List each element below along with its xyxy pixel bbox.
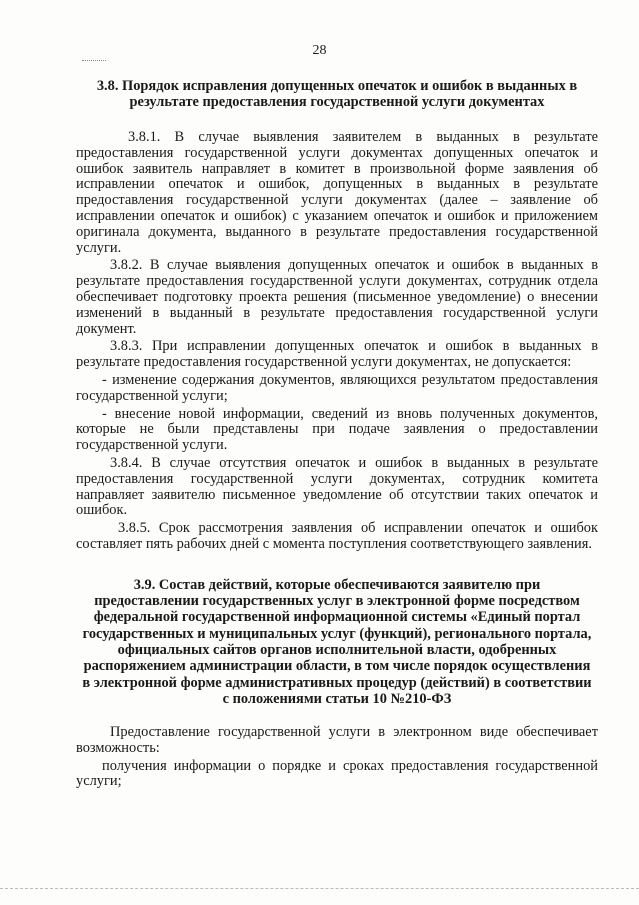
paragraph-3-8-5: 3.8.5. Срок рассмотрения заявления об исправлении опечаток и ошибок составляет пять рабочих дней с момента поступления соответствующего заявления. — [76, 520, 598, 552]
paragraph-3-9-intro: Предоставление государственной услуги в электронном виде обеспечивает возможность: — [76, 724, 598, 756]
list-item-information: получения информации о порядке и сроках предоставления государственной услуги; — [76, 757, 598, 790]
list-item-content-change: - изменение содержания документов, являющихся результатом предоставления государственной услуги; — [76, 371, 598, 404]
scan-mark — [82, 60, 106, 65]
paragraph-3-8-4: 3.8.4. В случае отсутствия опечаток и ошибок в выданных в результате предоставления государственной услуги документах, сотрудник комитета направляет заявителю письменное уведомление об отсутствии таких опечаток и ошибок. — [76, 454, 598, 519]
section-3-9-heading: 3.9. Состав действий, которые обеспечиваются заявителю при предоставлении государственных услуг в электронной форме посредством федеральной государственной информационной системы «Единый портал государственных и муниципальных услуг (функций), регионального портала, официальных сайтов органов исполнительной власти, одобренных распоряжением администрации области, в том числе порядок осуществления в электронной форме административных процедур (действий) в соответствии с положениями статьи 10 №210-ФЗ — [82, 576, 592, 707]
page-number: 28 — [312, 43, 327, 58]
paragraph-3-8-1: 3.8.1. В случае выявления заявителем в выданных в результате предоставления государственной услуги документах допущенных опечаток и ошибок заявитель направляет в комитет в произвольной форме заявления об исправлении опечаток и ошибок, допущенных в выданных в результате предоставления государственной услуги документах (далее – заявление об исправлении опечаток и ошибок) с указанием опечаток и ошибок и приложением оригинала документа, выданного в результате предоставления государственной услуги. — [76, 129, 598, 256]
list-item-new-information: - внесение новой информации, сведений из вновь полученных документов, которые не были представлены при подаче заявления о предоставлении государственной услуги. — [76, 405, 598, 454]
paragraph-3-8-3: 3.8.3. При исправлении допущенных опечаток и ошибок в выданных в результате предоставления государственной услуги документах, не допускается: — [76, 338, 598, 371]
section-3-8-heading: 3.8. Порядок исправления допущенных опечаток и ошибок в выданных в результате предоставления государственной услуги документах — [96, 78, 578, 110]
paragraph-3-8-2: 3.8.2. В случае выявления допущенных опечаток и ошибок в выданных в результате предоставления государственной услуги документах, сотрудник отдела обеспечивает подготовку проекта решения (письменное уведомление) о внесении изменений в выданный в результате предоставления государственной услуги документ. — [76, 257, 598, 337]
scan-edge-line — [0, 888, 639, 889]
document-body — [76, 78, 598, 792]
